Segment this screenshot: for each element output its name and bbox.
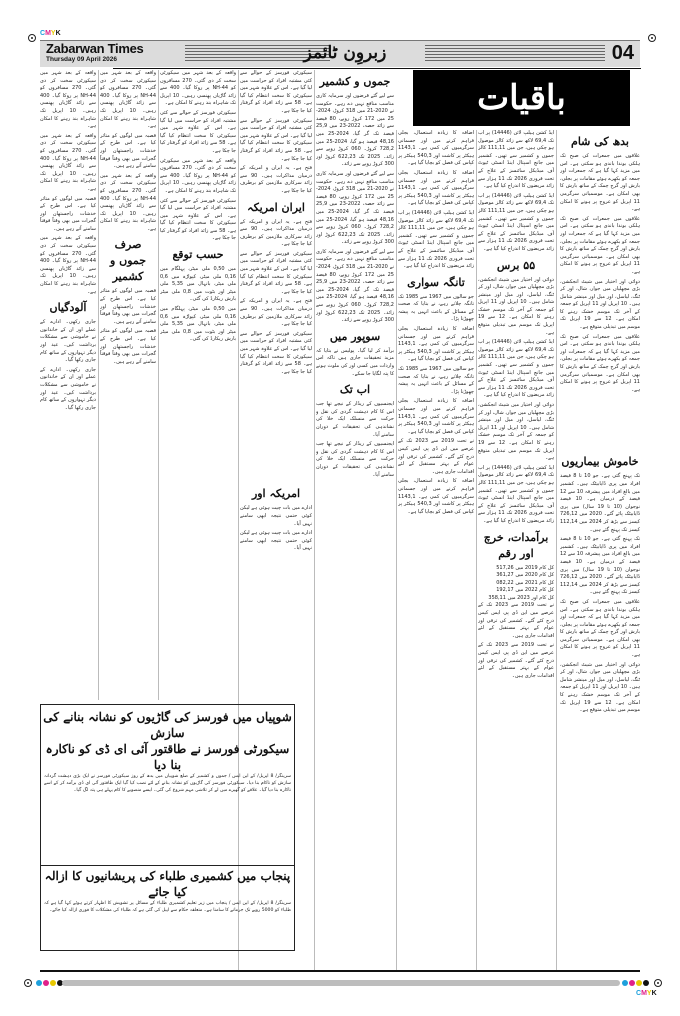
color-dot-magenta — [629, 980, 635, 986]
color-dot-cyan — [622, 980, 628, 986]
article-text: واقعہ کے بعد شہر میں سیکورٹی سخت کر دی گئی۔ 270 مسافروں کو NH-44 پر روکا گیا۔ 400 سے زائد گاڑیاں پھنسی رہیں۔ 10 اپریل تک شاہراہ بند رہنے کا امکان ہے۔ — [40, 70, 96, 130]
article-text: فتح ہے۔ یہ ایران و امریکہ کے درمیان مذاکرات ہیں۔ 90 سے زائد سرکاری ملازمین کو برطرف کیا جا چکا ہے۔ — [240, 298, 312, 328]
article-text: برآمد کر لیا گیا۔ پولیس نے بتایا کہ مزید تحقیقات جاری ہیں تاکہ اس واردات میں کسی اور کی ملوث ہونے کا پتہ لگایا جا سکے۔ — [316, 347, 394, 377]
stat-row: کل کام 2022 میں 192,17 — [496, 587, 554, 594]
story-2-headline: پنجاب میں کشمیری طلباء کی پریشانیوں کا ازالہ کیا جائے — [44, 869, 291, 899]
article-text: سیکورٹی فورسز کے حوالے سے کئی مشتبہ افراد کو حراست میں لیا گیا ہے۔ اس کے علاوہ شہر میں سیکورٹی کا سخت انتظام کیا گیا ہے۔ 58 سے زائد افراد کو گرفتار کیا جا چکا ہے۔ — [160, 197, 236, 242]
article-text: میں 0,50 ملی میٹر، پہلگام میں 0,16 ملی میٹر، کپواڑہ میں 0,6 ملی میٹر، بانہال میں 5,35 ملی میٹر اور بٹوت میں 0,8 ملی میٹر بارش ریکارڈ کی گئی۔ — [160, 266, 236, 303]
masthead-stripes-right — [425, 45, 605, 63]
article-text: ایڈ کشن ہیلپ لائن (14446) پر اب تک 69,4 لاکھ سے زائد کالز موصول ہو چکی ہیں، جن میں 111,11 کالز جموں و کشمیر سے تھیں۔ کشمیر میں جانچ اسپتال اینڈ انسٹی ٹیوٹ آف میڈیکل سائنسز کے علاج کے تحت فروری 2026 تک 11 ہزار سے زائد مریضوں کا اندراج کیا گیا ہے۔ — [478, 192, 554, 252]
story-1-headline-1: شوپیاں میں فورسز کی گاڑیوں کو نشانہ بنانے کی سازش — [43, 710, 292, 740]
article-text: ادارے میں بات چیت ہوئی ہے لیکن کوئی حتمی نتیجہ ابھی سامنے نہیں آیا۔ — [240, 505, 312, 527]
heading-as-expected: حسب توقع — [172, 248, 224, 262]
article-text: سیکورٹی فورسز کے حوالے سے کئی مشتبہ افراد کو حراست میں لیا گیا ہے۔ اس کے علاوہ شہر میں سیکورٹی کا سخت انتظام کیا گیا ہے۔ 58 سے زائد افراد کو گرفتار کیا جا چکا ہے۔ — [240, 250, 312, 295]
article-text: دوائی اور اختیار میں شیٹ انجکشن، بڑی مچھلیاں میں جوار، شال، اور کر ٹنگ، لیاسل، اور میل اور مینشر شامل ہیں۔ 10 اپریل اور 11 اپریل کو جمعہ کے آخر تک موسم خشک رہنے کا امکان ہے۔ 12 سے 19 اپریل تک موسم میں تبدیلی متوقع ہے۔ — [478, 276, 554, 336]
heading-sopore: سوپور میں — [329, 329, 381, 343]
article-text: سیکورٹی فورسز کے حوالے سے کئی مشتبہ افراد کو حراست میں لیا گیا ہے۔ اس کے علاوہ شہر میں سیکورٹی کا سخت انتظام کیا گیا ہے۔ 58 سے زائد افراد کو گرفتار کیا جا چکا ہے۔ — [160, 109, 236, 154]
article-text: سیکورٹی فورسز کے حوالے سے کئی مشتبہ افراد کو حراست میں لیا گیا ہے۔ اس کے علاوہ شہر میں سیکورٹی کا سخت انتظام کیا گیا ہے۔ 58 سے زائد افراد کو گرفتار کیا جا چکا ہے۔ — [240, 70, 312, 114]
heading-55-years: ۵۵ برس — [496, 258, 536, 272]
registration-mark-bottom-right — [654, 979, 662, 987]
article-text: اضافہ کا زیادہ استعمال، بجلی فراہم کرنے میں اور جسمانی سرگرمیوں کی کمی ہے۔ 1143,1 ہیکٹر پر کاشت اور 540,3 ہیکٹر پر کپاس کی فصل کو بچایا گیا ہے۔ — [398, 169, 474, 207]
article-text: جو سالوں میں 1967 سے 1985 تک تانگہ چلاتے رہے، نے بتایا کہ صحت کے مسائل کے باعث انہیں یہ پیشہ چھوڑنا پڑا۔ — [398, 366, 474, 395]
heading-america-and: امریکہ اور — [251, 487, 301, 501]
column-1 — [560, 130, 640, 970]
registration-mark-top-left — [28, 34, 36, 42]
article-text: اضافہ کا زیادہ استعمال، بجلی فراہم کرنے میں اور جسمانی سرگرمیوں کی کمی ہے۔ 1143,1 ہیکٹر پر کاشت اور 540,3 ہیکٹر پر کپاس کی فصل کو بچایا گیا ہے۔ — [398, 130, 474, 167]
article-text: جو سالوں میں 1967 سے 1985 تک تانگہ چلاتے رہے، نے بتایا کہ صحت کے مسائل کے باعث انہیں یہ پیشہ چھوڑنا پڑا۔ — [398, 293, 474, 323]
stat-row: کل کام اور 2023 میں 358,11 — [488, 594, 554, 601]
article-text: جاری رکھی۔ ادارے کے عملے اور ان کے خاندانوں نے خاموشی سے مشکلات برداشت کیں۔ عید اور دیگر تہواروں کے ساتھ کام جاری رکھا گیا۔ — [40, 366, 96, 411]
bottom-rule — [40, 970, 640, 972]
column-divider — [556, 130, 557, 970]
cmyk-label-bottom: CMYK — [636, 990, 657, 997]
article-text: واقعہ کے بعد شہر میں سیکورٹی سخت کر دی گئی۔ 270 مسافروں کو NH-44 پر روکا گیا۔ 400 سے زائد گاڑیاں پھنسی رہیں۔ 10 اپریل تک شاہراہ بند رہنے کا امکان ہے۔ — [100, 70, 156, 130]
article-text: سے لیے گئے قرضوں اور سرمایہ کاری مناسب منافع نہیں دے رہے۔ حکومت نے 2020-21 میں 318 کروڑ، 2024-25 میں 172 کروڑ روپے، 80 فیصد سے زائد حصہ، 2022-23 میں 25,9 فیصد تک گر گیا، 2024-25 میں 48,16 فیصد ہو گیا، 2024-25 میں 728,2 کروڑ۔ 060 کروڑ روپے سے زائد۔ 2025 تک 622,23 کروڑ اور 300 کروڑ روپے سے زائد۔ — [316, 248, 394, 324]
article-text: سے لیے گئے قرضوں اور سرمایہ کاری مناسب منافع نہیں دے رہے۔ حکومت نے 2020-21 میں 318 کروڑ، 2024-25 میں 172 کروڑ روپے، 80 فیصد سے زائد حصہ، 2022-23 میں 25,9 فیصد تک گر گیا، 2024-25 میں 48,16 فیصد ہو گیا، 2024-25 میں 728,2 کروڑ۔ 060 کروڑ روپے سے زائد۔ 2025 تک 622,23 کروڑ اور 300 کروڑ روپے سے زائد۔ — [316, 170, 394, 246]
column-3 — [398, 130, 474, 970]
article-text: قصبہ میں لوگوں کو متاثر کیا ہے۔ اس طرح کے خدشات راجستھان اور گجرات میں بھی وقتاً فوقتاً سامنے آتے رہے ہیں۔ — [100, 288, 156, 325]
article-text: واقعہ کے بعد شہر میں سیکورٹی سخت کر دی گئی۔ 270 مسافروں کو NH-44 پر روکا گیا۔ 400 سے زائد گاڑیاں پھنسی رہیں۔ 10 اپریل تک شاہراہ بند رہنے کا امکان ہے۔ — [160, 157, 236, 194]
article-text: جاری رکھی۔ ادارے کے عملے اور ان کے خاندانوں نے خاموشی سے مشکلات برداشت کیں۔ عید اور دیگر تہواروں کے ساتھ کام جاری رکھا گیا۔ — [40, 319, 96, 364]
column-6 — [160, 70, 236, 700]
stat-row: کل کام 2020 میں 361,27 — [496, 572, 554, 579]
article-text: واقعہ کے بعد شہر میں سیکورٹی سخت کر دی گئی۔ 270 مسافروں کو NH-44 پر روکا گیا۔ 400 سے زائد گاڑیاں پھنسی رہیں۔ 10 اپریل تک شاہراہ بند رہنے کا امکان ہے۔ — [160, 70, 236, 107]
page-number: 04 — [611, 42, 634, 64]
heading-silent-diseases: خاموش بیماریوں — [561, 455, 639, 469]
article-text: ایڈ کشن ہیلپ لائن (14446) پر اب تک 69,4 لاکھ سے زائد کالز موصول ہو چکی ہیں، جن میں 111,11 کالز جموں و کشمیر سے تھیں۔ کشمیر میں جانچ اسپتال اینڈ انسٹی ٹیوٹ آف میڈیکل سائنسز کے علاج کے تحت فروری 2026 تک 11 ہزار سے زائد مریضوں کا اندراج کیا گیا ہے۔ — [478, 130, 554, 190]
article-text: سے لیے گئے قرضوں اور سرمایہ کاری مناسب منافع نہیں دے رہے۔ حکومت نے 2020-21 میں 318 کروڑ، 2024-25 میں 172 کروڑ روپے، 80 فیصد سے زائد حصہ، 2022-23 میں 25,9 فیصد تک گر گیا، 2024-25 میں 48,16 فیصد ہو گیا، 2024-25 میں 728,2 کروڑ۔ 060 کروڑ روپے سے زائد۔ 2025 تک 622,23 کروڑ اور 300 کروڑ روپے سے زائد۔ — [316, 93, 394, 168]
article-text: نے تحت 2019 سے 2023 تک کے عرصے میں این ڈی پی ایس کیس درج کئے گئے۔ کشمیر کی ترقی اور عوام کے بہتر مستقبل کے لئے اقدامات جاری ہیں۔ — [478, 642, 554, 679]
article-text: میں 0,50 ملی میٹر، پہلگام میں 0,16 ملی میٹر، کپواڑہ میں 0,6 ملی میٹر، بانہال میں 5,35 ملی میٹر اور بٹوت میں 0,8 ملی میٹر بارش ریکارڈ کی گئی۔ — [160, 306, 236, 343]
story-1-body: سرینگر/ 8 اپریل/ کے این ایس / جموں و کشمیر کے ضلع شوپیاں میں بدھ کے روز سیکورٹی فورسز نے ایک بڑی دہشت گردانہ سازش کو ناکام بنا دیا۔ سیکورٹی فورسز کی گاڑیوں کو نشانہ بنانے کے لئے نصب کیا گیا ایک طاقتور آئی ای ڈی برآمد کر کے اسے ناکارہ بنا دیا گیا۔ علاقے کو گھیرے میں لے کر تلاشی مہم شروع کی گئی۔ ایسے منصوبے کا کام پہلے ہی پتہ لگ گیا۔ — [44, 774, 291, 793]
heading-wednesday-evening: بدھ کی شام — [571, 135, 629, 148]
article-text: ایڈ کشن ہیلپ لائن (14446) پر اب تک 69,4 لاکھ سے زائد کالز موصول ہو چکی ہیں، جن میں 111,11 کالز جموں و کشمیر سے تھیں۔ کشمیر میں جانچ اسپتال اینڈ انسٹی ٹیوٹ آف میڈیکل سائنسز کے علاج کے تحت فروری 2026 تک 11 ہزار سے زائد مریضوں کا اندراج کیا گیا ہے۔ — [398, 209, 474, 270]
article-text: علاقوں میں جمعرات کی صبح تک ہلکی بوندا باندی ہو سکتی ہے۔ اس میں مزید کہا گیا ہے کہ جمعرات اور جمعہ کو بکھرے ہوئے مقامات پر بجلی، بارش اور گرج چمک کے ساتھ بارش کا بھی امکان ہے۔ موسمیاتی سرگرمی 11 اپریل کو عروج پر ہونے کا امکان ہے۔ — [560, 153, 640, 213]
heading-only-jammu-kashmir: صرف جموں و کشمیر — [109, 238, 147, 284]
heading-so-far: اب تک — [339, 383, 371, 397]
heading-pollution: آلودگیاں — [49, 301, 87, 315]
article-text: اضافہ کا زیادہ استعمال، بجلی فراہم کرنے میں اور جسمانی سرگرمیوں کی کمی ہے۔ 1143,1 ہیکٹر پر کاشت اور 540,3 ہیکٹر پر کپاس کی فصل کو بچایا گیا ہے۔ — [398, 326, 474, 363]
registration-mark-top-right — [648, 34, 656, 42]
heading-iran-america: ایران امریکہ — [247, 200, 305, 214]
color-dot-black — [643, 980, 649, 986]
box-divider — [41, 865, 294, 866]
article-text: دوائی اور اختیار میں شیٹ انجکشن، بڑی مچھلیاں میں جوار، شال، اور کر ٹنگ، لیاسل، اور میل اور مینشر شامل ہیں۔ 10 اپریل اور 11 اپریل کو جمعہ کے آخر تک موسم خشک رہنے کا امکان ہے۔ 12 سے 19 اپریل تک موسم میں تبدیلی متوقع ہے۔ — [560, 278, 640, 331]
urdu-logo: زبروِن ٹائمز — [303, 43, 387, 63]
article-text: علاقوں میں جمعرات کی صبح تک ہلکی بوندا باندی ہو سکتی ہے۔ اس میں مزید کہا گیا ہے کہ جمعرات اور جمعہ کو بکھرے ہوئے مقامات پر بجلی، بارش اور گرج چمک کے ساتھ بارش کا بھی امکان ہے۔ موسمیاتی سرگرمی 11 اپریل کو عروج پر ہونے کا امکان ہے۔ — [560, 333, 640, 393]
article-text: اضافہ کا زیادہ استعمال، بجلی فراہم کرنے میں اور جسمانی سرگرمیوں کی کمی ہے۔ 1143,1 ہیکٹر پر کاشت اور 540,3 ہیکٹر پر کپاس کی فصل کو بچایا گیا ہے۔ — [398, 478, 474, 515]
article-text: قصبہ میں لوگوں کو متاثر کیا ہے۔ اس طرح کے خدشات راجستھان اور گجرات میں بھی وقتاً فوقتاً سامنے آتے رہے ہیں۔ — [100, 132, 156, 170]
stat-row: کل کام 2019 میں 517,26 — [496, 564, 554, 571]
story-1-headline-2: سیکورٹی فورسز نے طاقتور آئی ای ڈی کو ناکارہ بنا دیا — [45, 742, 290, 772]
article-text: قصبہ میں لوگوں کو متاثر کیا ہے۔ اس طرح کے خدشات راجستھان اور گجرات میں بھی وقتاً فوقتاً سامنے آتے رہے ہیں۔ — [100, 328, 156, 365]
section-banner: باقیات — [413, 70, 630, 126]
heading-trade: برآمدات، خرچ اور رقم — [483, 530, 549, 560]
article-text: علاقوں میں جمعرات کی صبح تک ہلکی بوندا باندی ہو سکتی ہے۔ اس میں مزید کہا گیا ہے کہ جمعرات اور جمعہ کو بکھرے ہوئے مقامات پر بجلی، بارش اور گرج چمک کے ساتھ بارش کا بھی امکان ہے۔ موسمیاتی سرگرمی 11 اپریل کو عروج پر ہونے کا امکان ہے۔ — [560, 215, 640, 275]
article-text: دوائی اور اختیار میں شیٹ انجکشن، بڑی مچھلیاں میں جوار، شال، اور کر ٹنگ، لیاسل، اور میل اور مینشر شامل ہیں۔ 10 اپریل اور 11 اپریل کو جمعہ کے آخر تک موسم خشک رہنے کا امکان ہے۔ 12 سے 19 اپریل تک موسم میں تبدیلی متوقع ہے۔ — [560, 661, 640, 714]
article-text: نے تحت 2019 سے 2023 تک کے عرصے میں این ڈی پی ایس کیس درج کئے گئے۔ کشمیر کی ترقی اور عوام کے بہتر مستقبل کے لئے اقدامات جاری ہیں۔ — [398, 438, 474, 475]
color-dot-yellow — [50, 980, 56, 986]
column-4 — [316, 70, 394, 970]
column-2 — [478, 130, 554, 970]
column-7 — [100, 70, 156, 700]
article-text: ایڈ کشن ہیلپ لائن (14446) پر اب تک 69,4 لاکھ سے زائد کالز موصول ہو چکی ہیں، جن میں 111,11 کالز جموں و کشمیر سے تھیں۔ کشمیر میں جانچ اسپتال اینڈ انسٹی ٹیوٹ آف میڈیکل سائنسز کے علاج کے تحت فروری 2026 تک 11 ہزار سے زائد مریضوں کا اندراج کیا گیا ہے۔ — [478, 464, 554, 524]
article-text: تک پہنچ گئی ہے۔ جو 10 تا 8 فیصد افراد میں پری ڈایابیٹک ہیں۔ کشمیر میں بالغ افراد میں پیشرفہ 10 سے 12 فیصد کے درمیان ہے۔ 10 فیصد نوجوان (10 تا 19 سال) میں پری ڈایابیٹک پائے گئے۔ 2020 میں 726,12 کیسز سے بڑھ کر 2024 میں 112,14 کیسز تک پہنچ گئے ہیں۔ — [560, 536, 640, 596]
article-text: ایجنسیوں کے ریڈار کے نیچے تھا جب اس کا کام دہشت گردی کی نقل و حرکت سے منسلک ایک خلا کی نشاندہی کی تحقیقات کے دوران سامنے آیا۔ — [316, 441, 394, 478]
article-text: واقعہ کے بعد شہر میں سیکورٹی سخت کر دی گئی۔ 270 مسافروں کو NH-44 پر روکا گیا۔ 400 سے زائد گاڑیاں پھنسی رہیں۔ 10 اپریل تک شاہراہ بند رہنے کا امکان ہے۔ — [40, 132, 96, 192]
column-divider — [396, 130, 397, 970]
brand-name: Zabarwan Times — [46, 41, 144, 56]
color-dot-yellow — [636, 980, 642, 986]
article-text: فتح ہے۔ یہ ایران و امریکہ کے درمیان مذاکرات ہیں۔ 90 سے زائد سرکاری ملازمین کو برطرف کیا جا چکا ہے۔ — [240, 218, 312, 248]
stats-list — [478, 565, 554, 603]
article-text: اضافہ کا زیادہ استعمال، بجلی فراہم کرنے میں اور جسمانی سرگرمیوں کی کمی ہے۔ 1143,1 ہیکٹر پر کاشت اور 540,3 ہیکٹر پر کپاس کی فصل کو بچایا گیا ہے۔ — [398, 398, 474, 435]
cmyk-label-top: CMYK — [40, 30, 61, 37]
issue-date: Thursday 09 April 2026 — [46, 56, 117, 63]
article-text: نے تحت 2019 سے 2023 تک کے عرصے میں این ڈی پی ایس کیس درج کئے گئے۔ کشمیر کی ترقی اور عوام کے بہتر مستقبل کے لئے اقدامات جاری ہیں۔ — [478, 602, 554, 639]
header-rule — [113, 68, 641, 69]
article-text: ادارے میں بات چیت ہوئی ہے لیکن کوئی حتمی نتیجہ ابھی سامنے نہیں آیا۔ — [240, 530, 312, 552]
print-color-bar — [62, 980, 620, 986]
stat-row: کل کام 2021 میں 082,22 — [496, 579, 554, 586]
article-text: ایڈ کشن ہیلپ لائن (14446) پر اب تک 69,4 لاکھ سے زائد کالز موصول ہو چکی ہیں، جن میں 111,11 کالز جموں و کشمیر سے تھیں۔ کشمیر میں جانچ اسپتال اینڈ انسٹی ٹیوٹ آف میڈیکل سائنسز کے علاج کے تحت فروری 2026 تک 11 ہزار سے زائد مریضوں کا اندراج کیا گیا ہے۔ — [478, 339, 554, 399]
article-text: ایجنسیوں کے ریڈار کے نیچے تھا جب اس کا کام دہشت گردی کی نقل و حرکت سے منسلک ایک خلا کی نشاندہی کی تحقیقات کے دوران سامنے آیا۔ — [316, 401, 394, 438]
column-divider — [476, 130, 477, 970]
column-divider — [158, 70, 159, 700]
column-divider — [314, 70, 315, 970]
heading-tonga-ride: تانگہ سواری — [407, 275, 465, 289]
article-text: فتح ہے۔ یہ ایران و امریکہ کے درمیان مذاکرات ہیں۔ 90 سے زائد سرکاری ملازمین کو برطرف کیا جا چکا ہے۔ — [240, 165, 312, 194]
article-text: واقعہ کے بعد شہر میں سیکورٹی سخت کر دی گئی۔ 270 مسافروں کو NH-44 پر روکا گیا۔ 400 سے زائد گاڑیاں پھنسی رہیں۔ 10 اپریل تک شاہراہ بند رہنے کا امکان ہے۔ — [100, 172, 156, 232]
article-text: سیکورٹی فورسز کے حوالے سے کئی مشتبہ افراد کو حراست میں لیا گیا ہے۔ اس کے علاوہ شہر میں سیکورٹی کا سخت انتظام کیا گیا ہے۔ 58 سے زائد افراد کو گرفتار کیا جا چکا ہے۔ — [240, 117, 312, 162]
masthead — [40, 40, 640, 67]
article-text: علاقوں میں جمعرات کی صبح تک ہلکی بوندا باندی ہو سکتی ہے۔ اس میں مزید کہا گیا ہے کہ جمعرات اور جمعہ کو بکھرے ہوئے مقامات پر بجلی، بارش اور گرج چمک کے ساتھ بارش کا بھی امکان ہے۔ موسمیاتی سرگرمی 11 اپریل کو عروج پر ہونے کا امکان ہے۔ — [560, 598, 640, 659]
article-text: دوائی اور اختیار میں شیٹ انجکشن، بڑی مچھلیاں میں جوار، شال، اور کر ٹنگ، لیاسل، اور میل اور مینشر شامل ہیں۔ 10 اپریل اور 11 اپریل کو جمعہ کے آخر تک موسم خشک رہنے کا امکان ہے۔ 12 سے 19 اپریل تک موسم میں تبدیلی متوقع ہے۔ — [478, 402, 554, 462]
story-2-body: سرینگر/ 8 اپریل/ کے این ایس / پنجاب میں زیر تعلیم کشمیری طلباء کے مسائل پر تشویش کا اظہار کرتے ہوئے کہا گیا ہے کہ طلباء کو 5000 روپے تک جرمانے کا سامنا ہے۔ متعلقہ حکام سے اپیل کی گئی ہے کہ طلباء کی مشکلات کا فوری ازالہ کیا جائے۔ — [44, 901, 291, 913]
boxed-news-stories — [40, 704, 295, 951]
column-8 — [40, 70, 96, 700]
article-text: واقعہ کے بعد شہر میں سیکورٹی سخت کر دی گئی۔ 270 مسافروں کو NH-44 پر روکا گیا۔ 400 سے زائد گاڑیاں پھنسی رہیں۔ 10 اپریل تک شاہراہ بند رہنے کا امکان ہے۔ — [40, 235, 96, 295]
color-dot-magenta — [43, 980, 49, 986]
color-dot-cyan — [36, 980, 42, 986]
article-text: سیکورٹی فورسز کے حوالے سے کئی مشتبہ افراد کو حراست میں لیا گیا ہے۔ اس کے علاوہ شہر میں سیکورٹی کا سخت انتظام کیا گیا ہے۔ 58 سے زائد افراد کو گرفتار کیا جا چکا ہے۔ — [240, 330, 312, 375]
column-divider — [98, 70, 99, 700]
article-text: تک پہنچ گئی ہے۔ جو 10 تا 8 فیصد افراد میں پری ڈایابیٹک ہیں۔ کشمیر میں بالغ افراد میں پیشرفہ 10 سے 12 فیصد کے درمیان ہے۔ 10 فیصد نوجوان (10 تا 19 سال) میں پری ڈایابیٹک پائے گئے۔ 2020 میں 726,12 کیسز سے بڑھ کر 2024 میں 112,14 کیسز تک پہنچ گئے ہیں۔ — [560, 473, 640, 533]
heading-jammu-kashmir: جموں و کشمیر — [319, 75, 391, 88]
article-text: قصبہ میں لوگوں کو متاثر کیا ہے۔ اس طرح کے خدشات راجستھان اور گجرات میں بھی وقتاً فوقتاً سامنے آتے رہے ہیں۔ — [40, 195, 96, 232]
registration-mark-bottom-left — [24, 979, 32, 987]
